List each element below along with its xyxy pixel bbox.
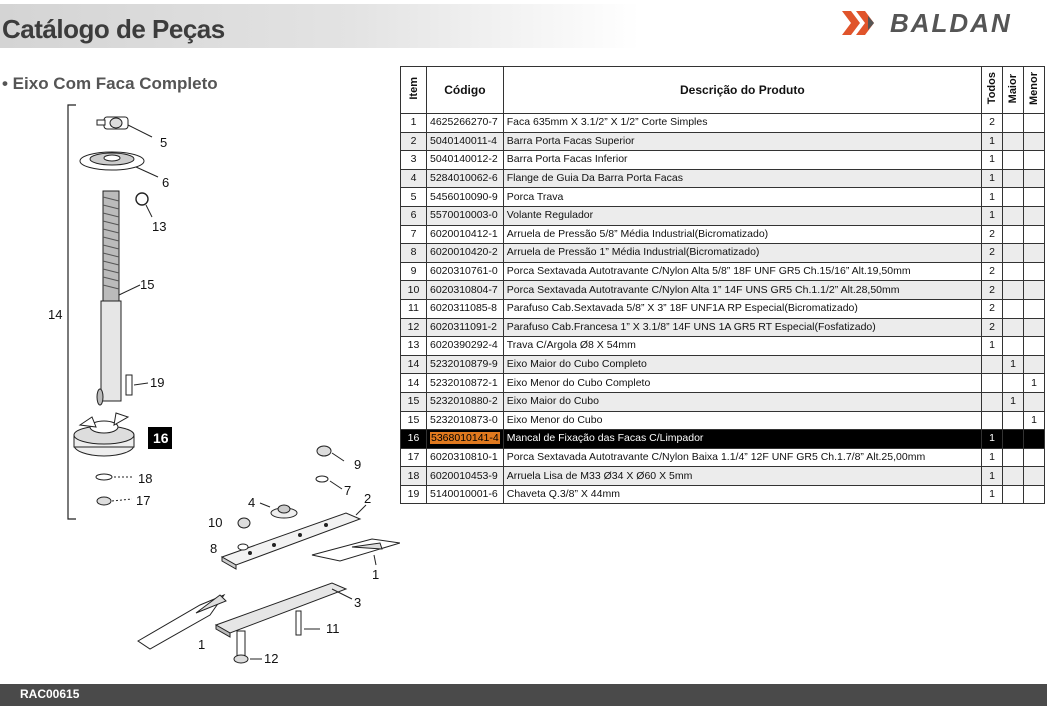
cell-maior <box>1003 169 1024 188</box>
cell-code-text: 5232010873-0 <box>430 413 498 426</box>
table-row <box>401 374 1045 393</box>
part-5-lock-nut <box>97 117 152 137</box>
cell-code-text: 6020311091-2 <box>430 320 497 333</box>
cell-maior <box>1003 188 1024 207</box>
cell-description: Porca Sextavada Autotravante C/Nylon Alta 1” 14F UNS GR5 Ch.1.1/2” Alt.28,50mm <box>503 281 981 300</box>
part-9-nut <box>317 446 344 461</box>
callout-3: 3 <box>354 595 362 610</box>
cell-menor <box>1024 318 1045 337</box>
table-row <box>401 188 1045 207</box>
table-row <box>401 114 1045 133</box>
callout-15: 15 <box>140 277 155 292</box>
cell-description: Porca Sextavada Autotravante C/Nylon Baixa 1.1/4” 12F UNF GR5 Ch.1.7/8” Alt.25,00mm <box>503 448 981 467</box>
section-title: • Eixo Com Faca Completo <box>2 74 218 93</box>
cell-code-text: 6020010420-2 <box>430 246 498 259</box>
cell-todos: 2 <box>982 244 1003 263</box>
cell-code <box>427 299 504 318</box>
col-header-description: Descrição do Produto <box>503 67 981 114</box>
callout-1-left: 1 <box>198 637 206 652</box>
table-row <box>401 448 1045 467</box>
cell-description: Barra Porta Facas Superior <box>503 132 981 151</box>
callout-2: 2 <box>364 491 372 506</box>
cell-menor <box>1024 188 1045 207</box>
callout-10: 10 <box>208 515 223 530</box>
callout-12: 12 <box>264 651 279 666</box>
cell-maior <box>1003 206 1024 225</box>
cell-maior <box>1003 299 1024 318</box>
cell-code-text: 5232010880-2 <box>430 395 498 408</box>
cell-menor: 1 <box>1024 411 1045 430</box>
cell-maior <box>1003 318 1024 337</box>
cell-code <box>427 355 504 374</box>
callout-8: 8 <box>210 541 218 556</box>
cell-maior <box>1003 244 1024 263</box>
cell-item: 10 <box>401 281 427 300</box>
callout-1-right: 1 <box>372 567 380 582</box>
table-row <box>401 244 1045 263</box>
cell-description: Eixo Maior do Cubo Completo <box>503 355 981 374</box>
cell-description: Eixo Maior do Cubo <box>503 392 981 411</box>
part-6-regulator-wheel <box>80 152 158 177</box>
cell-todos: 1 <box>982 188 1003 207</box>
cell-description: Arruela de Pressão 5/8” Média Industrial(Bicromatizado) <box>503 225 981 244</box>
cell-maior <box>1003 411 1024 430</box>
cell-description: Mancal de Fixação das Facas C/Limpador <box>503 430 981 449</box>
part-19-key <box>126 375 148 395</box>
callout-11: 11 <box>326 621 340 636</box>
cell-code <box>427 392 504 411</box>
cell-menor <box>1024 132 1045 151</box>
cell-menor <box>1024 206 1045 225</box>
cell-menor <box>1024 299 1045 318</box>
cell-code <box>427 467 504 486</box>
cell-menor <box>1024 151 1045 170</box>
cell-menor <box>1024 467 1045 486</box>
part-15-shaft <box>101 191 140 401</box>
cell-todos: 2 <box>982 114 1003 133</box>
cell-code-text: 6020390292-4 <box>430 339 498 352</box>
table-row <box>401 281 1045 300</box>
cell-description: Barra Porta Facas Inferior <box>503 151 981 170</box>
cell-code <box>427 188 504 207</box>
cell-todos: 2 <box>982 225 1003 244</box>
table-row <box>401 262 1045 281</box>
cell-description: Chaveta Q.3/8” X 44mm <box>503 485 981 504</box>
cell-maior <box>1003 374 1024 393</box>
part-12-bolt <box>234 631 262 663</box>
cell-maior <box>1003 225 1024 244</box>
cell-description: Parafuso Cab.Francesa 1” X 3.1/8” 14F UNS 1A GR5 RT Especial(Fosfatizado) <box>503 318 981 337</box>
cell-todos <box>982 392 1003 411</box>
cell-todos: 1 <box>982 337 1003 356</box>
table-row <box>401 206 1045 225</box>
title-bar <box>0 4 640 48</box>
cell-todos: 1 <box>982 448 1003 467</box>
cell-code-text: 6020310804-7 <box>430 283 498 296</box>
page-title: Catálogo de Peças <box>2 14 225 44</box>
cell-maior <box>1003 132 1024 151</box>
cell-todos: 1 <box>982 467 1003 486</box>
cell-code-text: 5232010872-1 <box>430 376 498 389</box>
cell-menor <box>1024 430 1045 449</box>
part-7-washer <box>316 476 342 489</box>
cell-item: 13 <box>401 337 427 356</box>
callout-7: 7 <box>344 483 352 498</box>
cell-item: 15 <box>401 392 427 411</box>
cell-todos <box>982 355 1003 374</box>
cell-menor <box>1024 244 1045 263</box>
table-row <box>401 318 1045 337</box>
cell-code <box>427 225 504 244</box>
cell-maior <box>1003 430 1024 449</box>
col-header-menor: Menor <box>1024 67 1045 114</box>
table-row <box>401 337 1045 356</box>
cell-code-text: 5040140012-2 <box>430 153 498 166</box>
cell-code <box>427 114 504 133</box>
cell-code-text: 5232010879-9 <box>430 358 498 371</box>
cell-code-text: 5040140011-4 <box>430 134 497 147</box>
cell-maior <box>1003 467 1024 486</box>
cell-code <box>427 169 504 188</box>
cell-menor <box>1024 225 1045 244</box>
table-row <box>401 411 1045 430</box>
cell-maior <box>1003 262 1024 281</box>
cell-code-text: 5140010001-6 <box>430 488 498 501</box>
cell-menor <box>1024 169 1045 188</box>
cell-todos: 1 <box>982 151 1003 170</box>
cell-code <box>427 411 504 430</box>
cell-description: Arruela de Pressão 1” Média Industrial(Bicromatizado) <box>503 244 981 263</box>
cell-code-text: 5456010090-9 <box>430 190 498 203</box>
callout-14: 14 <box>48 307 63 322</box>
part-1-knife-right <box>312 539 400 565</box>
part-8-washer <box>238 544 248 550</box>
brand-chevron-icon <box>838 8 880 38</box>
cell-todos <box>982 374 1003 393</box>
cell-menor <box>1024 262 1045 281</box>
cell-description: Porca Trava <box>503 188 981 207</box>
cell-description: Faca 635mm X 3.1/2” X 1/2” Corte Simples <box>503 114 981 133</box>
cell-item: 4 <box>401 169 427 188</box>
part-1-knife-left <box>138 595 226 649</box>
table-row <box>401 169 1045 188</box>
cell-description: Arruela Lisa de M33 Ø34 X Ø60 X 5mm <box>503 467 981 486</box>
part-11-bolt <box>296 611 320 635</box>
page-header <box>0 0 1061 52</box>
cell-description: Flange de Guia Da Barra Porta Facas <box>503 169 981 188</box>
cell-menor <box>1024 485 1045 504</box>
cell-todos: 2 <box>982 318 1003 337</box>
cell-todos: 1 <box>982 132 1003 151</box>
cell-menor <box>1024 392 1045 411</box>
cell-item: 9 <box>401 262 427 281</box>
cell-code <box>427 206 504 225</box>
brand-name: BALDAN <box>890 7 1012 38</box>
cell-item: 6 <box>401 206 427 225</box>
cell-item: 8 <box>401 244 427 263</box>
table-row <box>401 299 1045 318</box>
cell-description: Porca Sextavada Autotravante C/Nylon Alta 5/8” 18F UNF GR5 Ch.15/16” Alt.19,50mm <box>503 262 981 281</box>
table-row <box>401 485 1045 504</box>
cell-maior <box>1003 448 1024 467</box>
callout-16: 16 <box>153 430 169 446</box>
cell-description: Volante Regulador <box>503 206 981 225</box>
cell-item: 12 <box>401 318 427 337</box>
cell-maior <box>1003 337 1024 356</box>
cell-maior <box>1003 281 1024 300</box>
cell-maior: 1 <box>1003 392 1024 411</box>
cell-description: Eixo Menor do Cubo Completo <box>503 374 981 393</box>
table-row <box>401 132 1045 151</box>
table-row <box>401 225 1045 244</box>
table-row <box>401 355 1045 374</box>
cell-code <box>427 448 504 467</box>
table-header-row <box>401 67 1045 114</box>
cell-code-text: 6020010412-1 <box>430 227 498 240</box>
cell-todos: 1 <box>982 485 1003 504</box>
parts-table <box>400 66 1045 504</box>
cell-code-text: 5368010141-4 <box>431 432 499 445</box>
cell-todos: 1 <box>982 430 1003 449</box>
cell-description: Eixo Menor do Cubo <box>503 411 981 430</box>
cell-item: 14 <box>401 355 427 374</box>
cell-code-text: 6020311085-8 <box>430 302 497 315</box>
cell-todos: 2 <box>982 299 1003 318</box>
cell-item: 1 <box>401 114 427 133</box>
cell-maior <box>1003 485 1024 504</box>
cell-todos: 2 <box>982 281 1003 300</box>
cell-code <box>427 151 504 170</box>
cell-maior <box>1003 151 1024 170</box>
cell-maior: 1 <box>1003 355 1024 374</box>
cell-code <box>427 337 504 356</box>
table-row <box>401 467 1045 486</box>
cell-code-text: 5570010003-0 <box>430 209 498 222</box>
cell-menor <box>1024 114 1045 133</box>
cell-maior <box>1003 114 1024 133</box>
callout-13: 13 <box>152 219 167 234</box>
cell-todos: 1 <box>982 206 1003 225</box>
cell-menor: 1 <box>1024 374 1045 393</box>
cell-item: 18 <box>401 467 427 486</box>
cell-item: 17 <box>401 448 427 467</box>
brand-logo <box>838 6 1012 40</box>
cell-todos: 2 <box>982 262 1003 281</box>
cell-item: 15 <box>401 411 427 430</box>
cell-description: Trava C/Argola Ø8 X 54mm <box>503 337 981 356</box>
callout-9: 9 <box>354 457 362 472</box>
col-header-maior: Maior <box>1003 67 1024 114</box>
cell-code <box>427 485 504 504</box>
cell-code-text: 6020310761-0 <box>430 265 498 278</box>
table-row <box>401 392 1045 411</box>
cell-item: 7 <box>401 225 427 244</box>
table-row <box>401 151 1045 170</box>
cell-menor <box>1024 448 1045 467</box>
cell-code <box>427 318 504 337</box>
col-header-item: Item <box>401 67 427 114</box>
part-10-nut <box>238 518 250 528</box>
part-13-ring-pin <box>136 193 152 217</box>
callout-17: 17 <box>136 493 151 508</box>
cell-item: 19 <box>401 485 427 504</box>
cell-item: 2 <box>401 132 427 151</box>
cell-code <box>427 430 504 449</box>
cell-todos <box>982 411 1003 430</box>
cell-code <box>427 281 504 300</box>
cell-menor <box>1024 281 1045 300</box>
part-18-washer <box>96 474 134 480</box>
cell-code <box>427 244 504 263</box>
cell-item: 3 <box>401 151 427 170</box>
cell-code <box>427 374 504 393</box>
callout-18: 18 <box>138 471 153 486</box>
cell-code-text: 6020310810-1 <box>430 450 498 463</box>
document-code: RAC00615 <box>20 687 80 701</box>
callout-19: 19 <box>150 375 165 390</box>
col-header-todos: Todos <box>982 67 1003 114</box>
cell-item: 11 <box>401 299 427 318</box>
col-header-code: Código <box>427 67 504 114</box>
page-footer <box>0 684 1047 706</box>
callout-4: 4 <box>248 495 256 510</box>
cell-code-text: 4625266270-7 <box>430 116 498 129</box>
part-4-flange <box>260 503 297 518</box>
cell-item: 5 <box>401 188 427 207</box>
cell-item: 16 <box>401 430 427 449</box>
cell-code <box>427 132 504 151</box>
cell-menor <box>1024 337 1045 356</box>
cell-item: 14 <box>401 374 427 393</box>
cell-description: Parafuso Cab.Sextavada 5/8” X 3” 18F UNF1A RP Especial(Bicromatizado) <box>503 299 981 318</box>
exploded-parts-diagram <box>0 95 400 685</box>
table-row <box>401 430 1045 449</box>
cell-code-text: 5284010062-6 <box>430 172 498 185</box>
cell-todos: 1 <box>982 169 1003 188</box>
cell-code-text: 6020010453-9 <box>430 469 498 482</box>
part-17-nut <box>97 497 132 505</box>
parts-table-body <box>401 114 1045 504</box>
cell-code <box>427 262 504 281</box>
callout-5: 5 <box>160 135 168 150</box>
cell-menor <box>1024 355 1045 374</box>
callout-6: 6 <box>162 175 170 190</box>
